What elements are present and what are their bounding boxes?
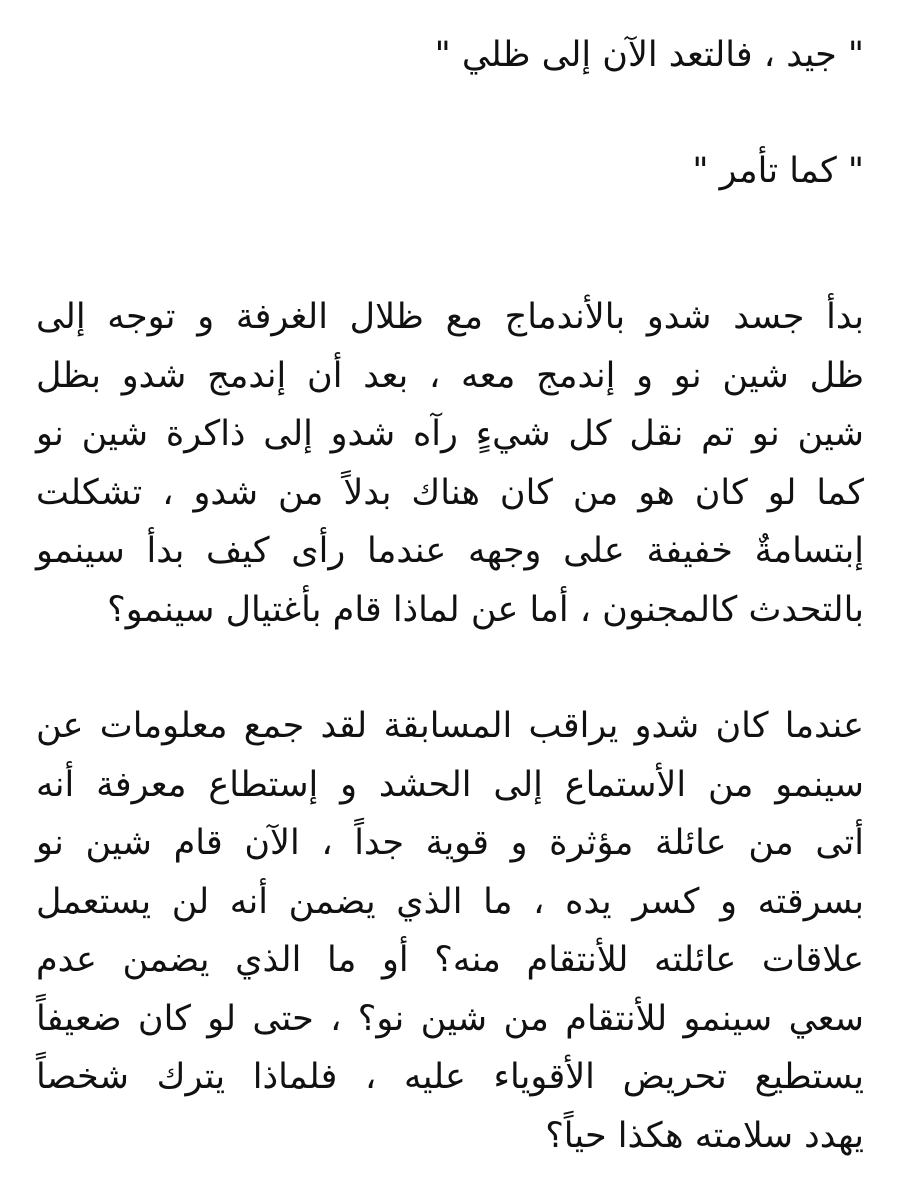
blank-line [36, 84, 864, 142]
paragraph-shadow-merge [36, 288, 864, 639]
text-line: بدأ جسد شدو بالأندماج مع ظلال الغرفة و توجه إلى [36, 297, 864, 337]
text-line: سعي سينمو للأنتقام من شين نو؟ ، حتى لو كان ضعيفاً [36, 998, 864, 1039]
text-line: يستطيع تحريض الأقوياء عليه ، فلماذا يترك شخصاً [36, 1057, 864, 1097]
text-line: عندما كان شدو يراقب المسابقة لقد جمع معلومات عن [36, 706, 864, 746]
text-line: سينمو من الأستماع إلى الحشد و إستطاع معرفة أنه [36, 764, 864, 805]
text-line: بسرقته و كسر يده ، ما الذي يضمن أنه لن يستعمل [36, 881, 864, 922]
dialogue-line-return-to-shadow: " جيد ، فالتعد الآن إلى ظلي " [434, 35, 864, 75]
paragraph-assassination-reason [36, 697, 864, 1165]
text-line: بالتحدث كالمجنون ، أما عن لماذا قام بأغتيال سينمو؟ [107, 589, 864, 630]
text-line: ظل شين نو و إندمج معه ، بعد أن إندمج شدو بظل [36, 355, 864, 396]
text-line: شين نو تم نقل كل شيءٍ رآه شدو إلى ذاكرة شين نو [36, 414, 864, 454]
blank-line [36, 639, 864, 697]
dialogue-line-as-you-command: " كما تأمر " [692, 151, 864, 191]
text-line: يهدد سلامته هكذا حياً؟ [545, 1115, 864, 1156]
text-line: أتى من عائلة مؤثرة و قوية جداً ، الآن قام شين نو [36, 823, 864, 863]
text-line: إبتسامةٌ خفيفة على وجهه عندما رأى كيف بدأ سينمو [36, 531, 864, 571]
blank-line [36, 200, 864, 288]
text-line: كما لو كان هو من كان هناك بدلاً من شدو ، تشكلت [36, 472, 864, 513]
text-line: علاقات عائلته للأنتقام منه؟ أو ما الذي يضمن عدم [36, 940, 864, 980]
